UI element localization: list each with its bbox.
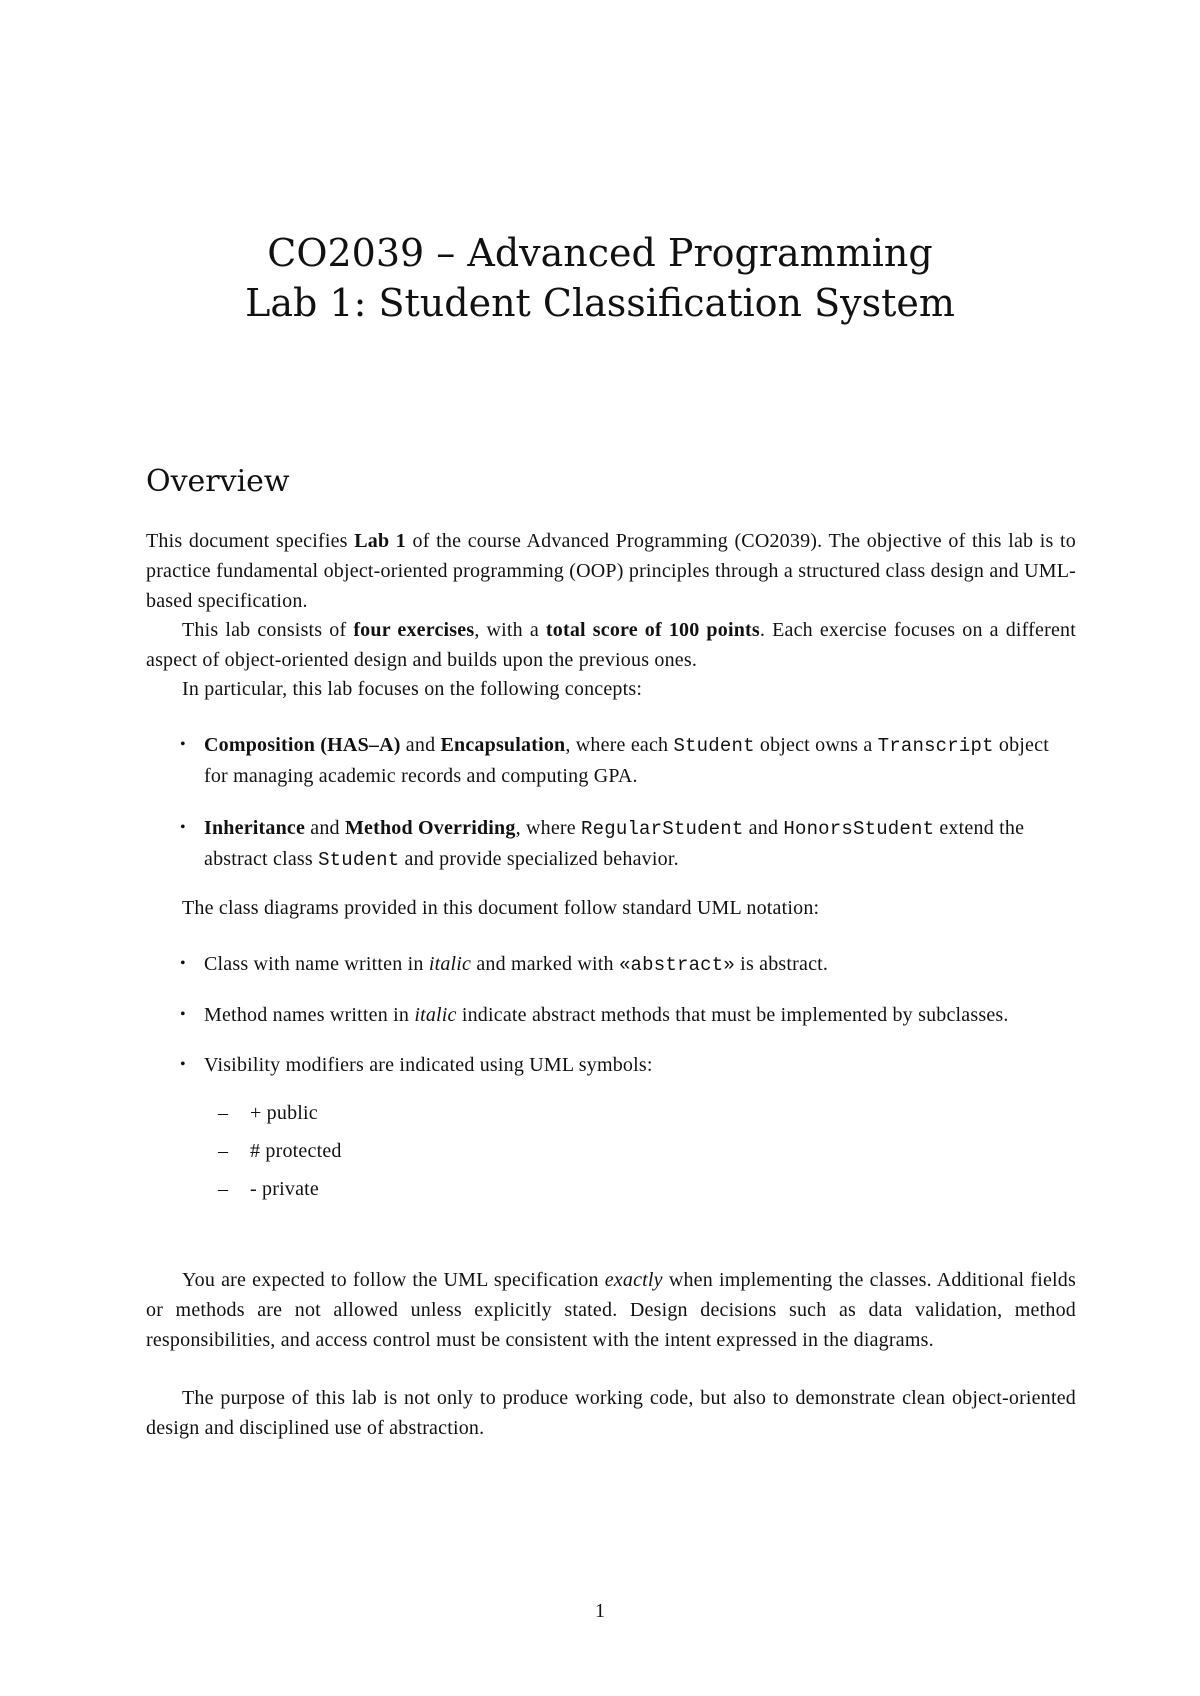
italic-text: exactly <box>604 1269 663 1291</box>
code-text: Student <box>318 849 400 871</box>
text: , where each <box>565 734 674 756</box>
text: The purpose of this lab is not only to produce working code, but also to demonstrate clean object-oriented design and disciplined use of abstraction. <box>146 1387 1076 1439</box>
bold-text: Encapsulation <box>440 734 566 756</box>
text: , with a <box>474 619 546 641</box>
code-text: «abstract» <box>618 954 735 976</box>
text: and <box>400 734 441 756</box>
visibility-item-protected <box>146 1136 1076 1174</box>
concepts-list <box>146 730 1076 875</box>
uml-note-item <box>146 1000 1076 1030</box>
uml-notes-list <box>146 949 1076 1212</box>
text: and <box>743 817 784 839</box>
text: is abstract. <box>734 953 829 975</box>
dash-marker: – <box>218 1102 229 1124</box>
code-text: Student <box>673 735 755 757</box>
text: , where <box>515 817 582 839</box>
text: In particular, this lab focuses on the following concepts: <box>182 678 643 700</box>
page-number: 1 <box>595 1600 605 1622</box>
bold-text: total score of 100 points <box>545 619 760 641</box>
text: This document specifies <box>146 530 355 552</box>
code-text: Transcript <box>877 735 994 757</box>
bold-text: Lab 1 <box>354 530 406 552</box>
bold-text: Composition (HAS–A) <box>204 734 401 756</box>
code-text: HonorsStudent <box>783 818 935 840</box>
bold-text: Method Overriding <box>344 817 516 839</box>
dash-marker: – <box>218 1178 229 1200</box>
text: You are expected to follow the UML specification <box>182 1269 605 1291</box>
overview-paragraph-1 <box>146 526 1076 616</box>
italic-text: italic <box>428 953 472 975</box>
concept-item <box>146 730 1076 791</box>
code-text: RegularStudent <box>581 818 744 840</box>
text: Visibility modifiers are indicated using UML symbols: <box>204 1054 653 1076</box>
text: extend the abstract class <box>204 817 1025 870</box>
purpose-paragraph <box>146 1383 1076 1443</box>
title-line-lab: Lab 1: Student Classification System <box>245 281 955 325</box>
visibility-list <box>146 1098 1076 1212</box>
document-title <box>0 228 1200 328</box>
text: + public <box>250 1102 318 1124</box>
overview-paragraph-3 <box>146 674 1076 704</box>
dash-marker: – <box>218 1140 229 1162</box>
uml-expectation-paragraph <box>146 1265 1076 1355</box>
concept-item <box>146 813 1076 875</box>
text: The class diagrams provided in this document follow standard UML notation: <box>182 897 820 919</box>
uml-intro-paragraph <box>146 893 1076 923</box>
text: indicate abstract methods that must be implemented by subclasses. <box>456 1004 1009 1026</box>
visibility-item-private <box>146 1174 1076 1212</box>
text: of the course Advanced Programming (CO2039). The objective of this lab is to practice fundamental object-oriented programming (OOP) principles through a structured class design and UML-based specification. <box>146 530 1076 612</box>
text: and <box>305 817 345 839</box>
text: Class with name written in <box>204 953 429 975</box>
section-heading-overview: Overview <box>146 464 290 499</box>
italic-text: italic <box>414 1004 457 1026</box>
bold-text: four exercises <box>353 619 475 641</box>
text: Method names written in <box>204 1004 415 1026</box>
text: and marked with <box>471 953 619 975</box>
visibility-item-public <box>146 1098 1076 1136</box>
text: This lab consists of <box>182 619 354 641</box>
uml-note-item <box>146 949 1076 980</box>
text: . Each exercise focuses on a different aspect of object-oriented design and builds upon the previous ones. <box>146 619 1076 671</box>
uml-note-item <box>146 1050 1076 1080</box>
text: - private <box>250 1178 319 1200</box>
title-line-course: CO2039 – Advanced Programming <box>267 231 933 275</box>
text: and provide specialized behavior. <box>399 848 679 870</box>
text: object owns a <box>754 734 878 756</box>
text: # protected <box>250 1140 342 1162</box>
bold-text: Inheritance <box>204 817 306 839</box>
text: object for managing academic records and computing GPA. <box>204 734 1049 787</box>
overview-paragraph-2 <box>146 615 1076 675</box>
text: when implementing the classes. Additional fields or methods are not allowed unless explicitly stated. Design decisions such as data validation, method responsibilities, and access control must be consistent with the intent expressed in the diagrams. <box>146 1269 1076 1351</box>
